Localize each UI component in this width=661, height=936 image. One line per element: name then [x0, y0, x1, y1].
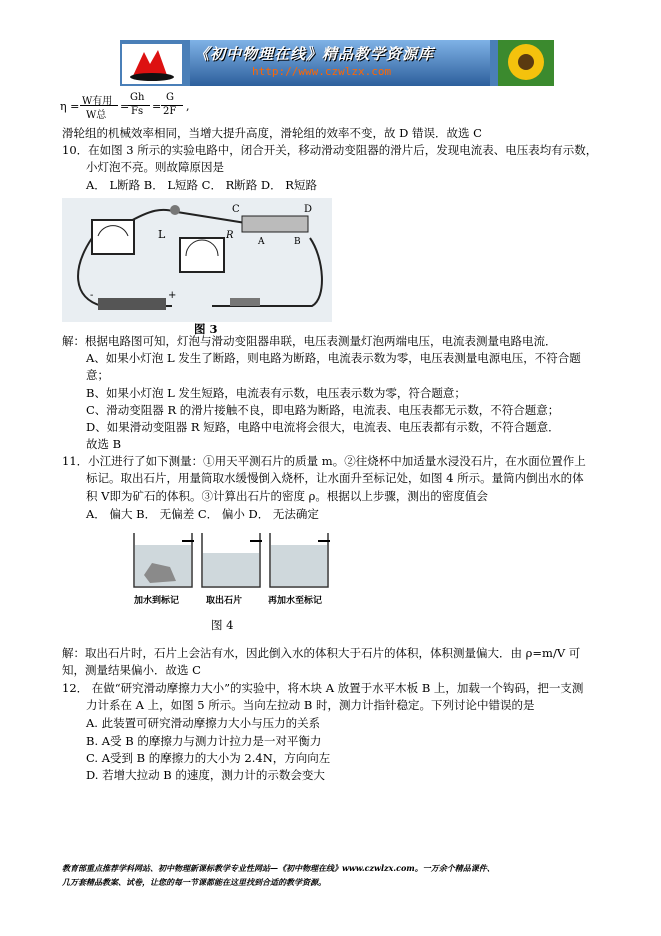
label-L: L — [158, 228, 166, 241]
logo-icon — [122, 44, 182, 84]
label-R: R — [226, 230, 234, 241]
solution-11: 解：取出石片时，石片上会沾有水，因此倒入水的体积大于石片的体积，体积测量偏大．由 ρ=m/V 可 — [62, 646, 581, 660]
options-line: A． 偏大 B． 无偏差 C． 偏小 D． 无法确定 — [86, 507, 319, 521]
text-line: B、如果小灯泡 L 发生短路，电流表有示数，电压表示数为零，符合题意； — [86, 386, 466, 400]
text-line: 滑轮组的机械效率相同，当增大提升高度，滑轮组的效率不变，故 D 错误．故选 C — [62, 126, 482, 140]
text-line: A、如果小灯泡 L 发生了断路，则电路为断路，电流表示数为零，电压表测量电源电压，不符合题 — [86, 351, 581, 365]
label-C: C — [232, 204, 240, 215]
option-a: A. 此装置可研究滑动摩擦力大小与压力的关系 — [86, 716, 321, 730]
beaker-figure — [130, 527, 340, 609]
options-line: A． L断路 B． L短路 C． R断路 D． R短路 — [86, 178, 317, 192]
header-banner — [120, 40, 554, 86]
footer-line-1: 教育部重点推荐学科网站、初中物理新课标教学专业性网站—《初中物理在线》www.czwlzx.com。一万余个精品课件、 — [62, 863, 495, 873]
question-12: 12． 在做“研究滑动摩擦力大小”的实验中，将木块 A 放置于水平木板 B 上，加载一个钩码，把一支测 — [62, 681, 584, 695]
caption-add-water: 加水到标记 — [134, 596, 180, 606]
text-line: 小灯泡不亮。则故障原因是 — [86, 160, 224, 174]
banner-url: http://www.czwlzx.com — [252, 65, 392, 78]
label-plus: + — [168, 290, 177, 301]
banner-title: 《初中物理在线》精品教学资源库 — [194, 45, 435, 63]
text-line: 标记。取出石片，用量筒取水缓慢倒入烧杯，让水面升至标记处，如图 4 所示。量筒内倒出水的体 — [86, 471, 584, 485]
circuit-diagram — [62, 198, 332, 322]
option-b: B. A受 B 的摩擦力与测力计拉力是一对平衡力 — [86, 734, 322, 748]
label-A: A — [258, 237, 265, 247]
sunflower-icon — [498, 40, 554, 86]
text-line: 意； — [86, 368, 109, 382]
question-10: 10．在如图 3 所示的实验电路中，闭合开关，移动滑动变阻器的滑片后，发现电流表、电压表均有示数， — [62, 143, 598, 157]
text-line: 积 V即为矿石的体积。③计算出石片的密度 ρ。根据以上步骤，测出的密度值会 — [86, 489, 488, 503]
text-line: 故选 B — [86, 437, 122, 451]
figure-3-caption: 图 3 — [194, 322, 218, 336]
footer-line-2: 几万套精品教案、试卷，让您的每一节课都能在这里找到合适的教学资源。 — [62, 877, 326, 887]
question-11: 11．小江进行了如下测量：①用天平测石片的质量 m。②往烧杯中加适量水浸没石片，在水面位置作上 — [62, 454, 586, 468]
text-line: D、如果滑动变阻器 R 短路，电路中电流将会很大，电流表、电压表都有示数，不符合题意． — [86, 420, 560, 434]
caption-remove-stone: 取出石片 — [206, 596, 243, 606]
caption-refill: 再加水至标记 — [268, 596, 323, 606]
efficiency-formula: η = W有用 W总 = Gh Fs = G 2F , — [60, 92, 190, 121]
text-line: 知，测量结果偏小．故选 C — [62, 663, 201, 677]
label-D: D — [304, 204, 313, 215]
text-line: 力计系在 A 上，如图 5 所示。当向左拉动 B 时，测力计指针稳定。下列讨论中错误的是 — [86, 698, 535, 712]
option-c: C. A受到 B 的摩擦力的大小为 2.4N，方向向左 — [86, 751, 331, 765]
text-line: C、滑动变阻器 R 的滑片接触不良，即电路为断路，电流表、电压表都无示数，不符合题意； — [86, 403, 560, 417]
label-B: B — [294, 237, 301, 247]
figure-4-caption: 图 4 — [211, 618, 234, 632]
label-minus: - — [90, 290, 94, 301]
solution-10: 解：根据电路图可知，灯泡与滑动变阻器串联，电压表测量灯泡两端电压，电流表测量电路电流． — [62, 334, 557, 348]
option-d: D. 若增大拉动 B 的速度，测力计的示数会变大 — [86, 768, 325, 782]
